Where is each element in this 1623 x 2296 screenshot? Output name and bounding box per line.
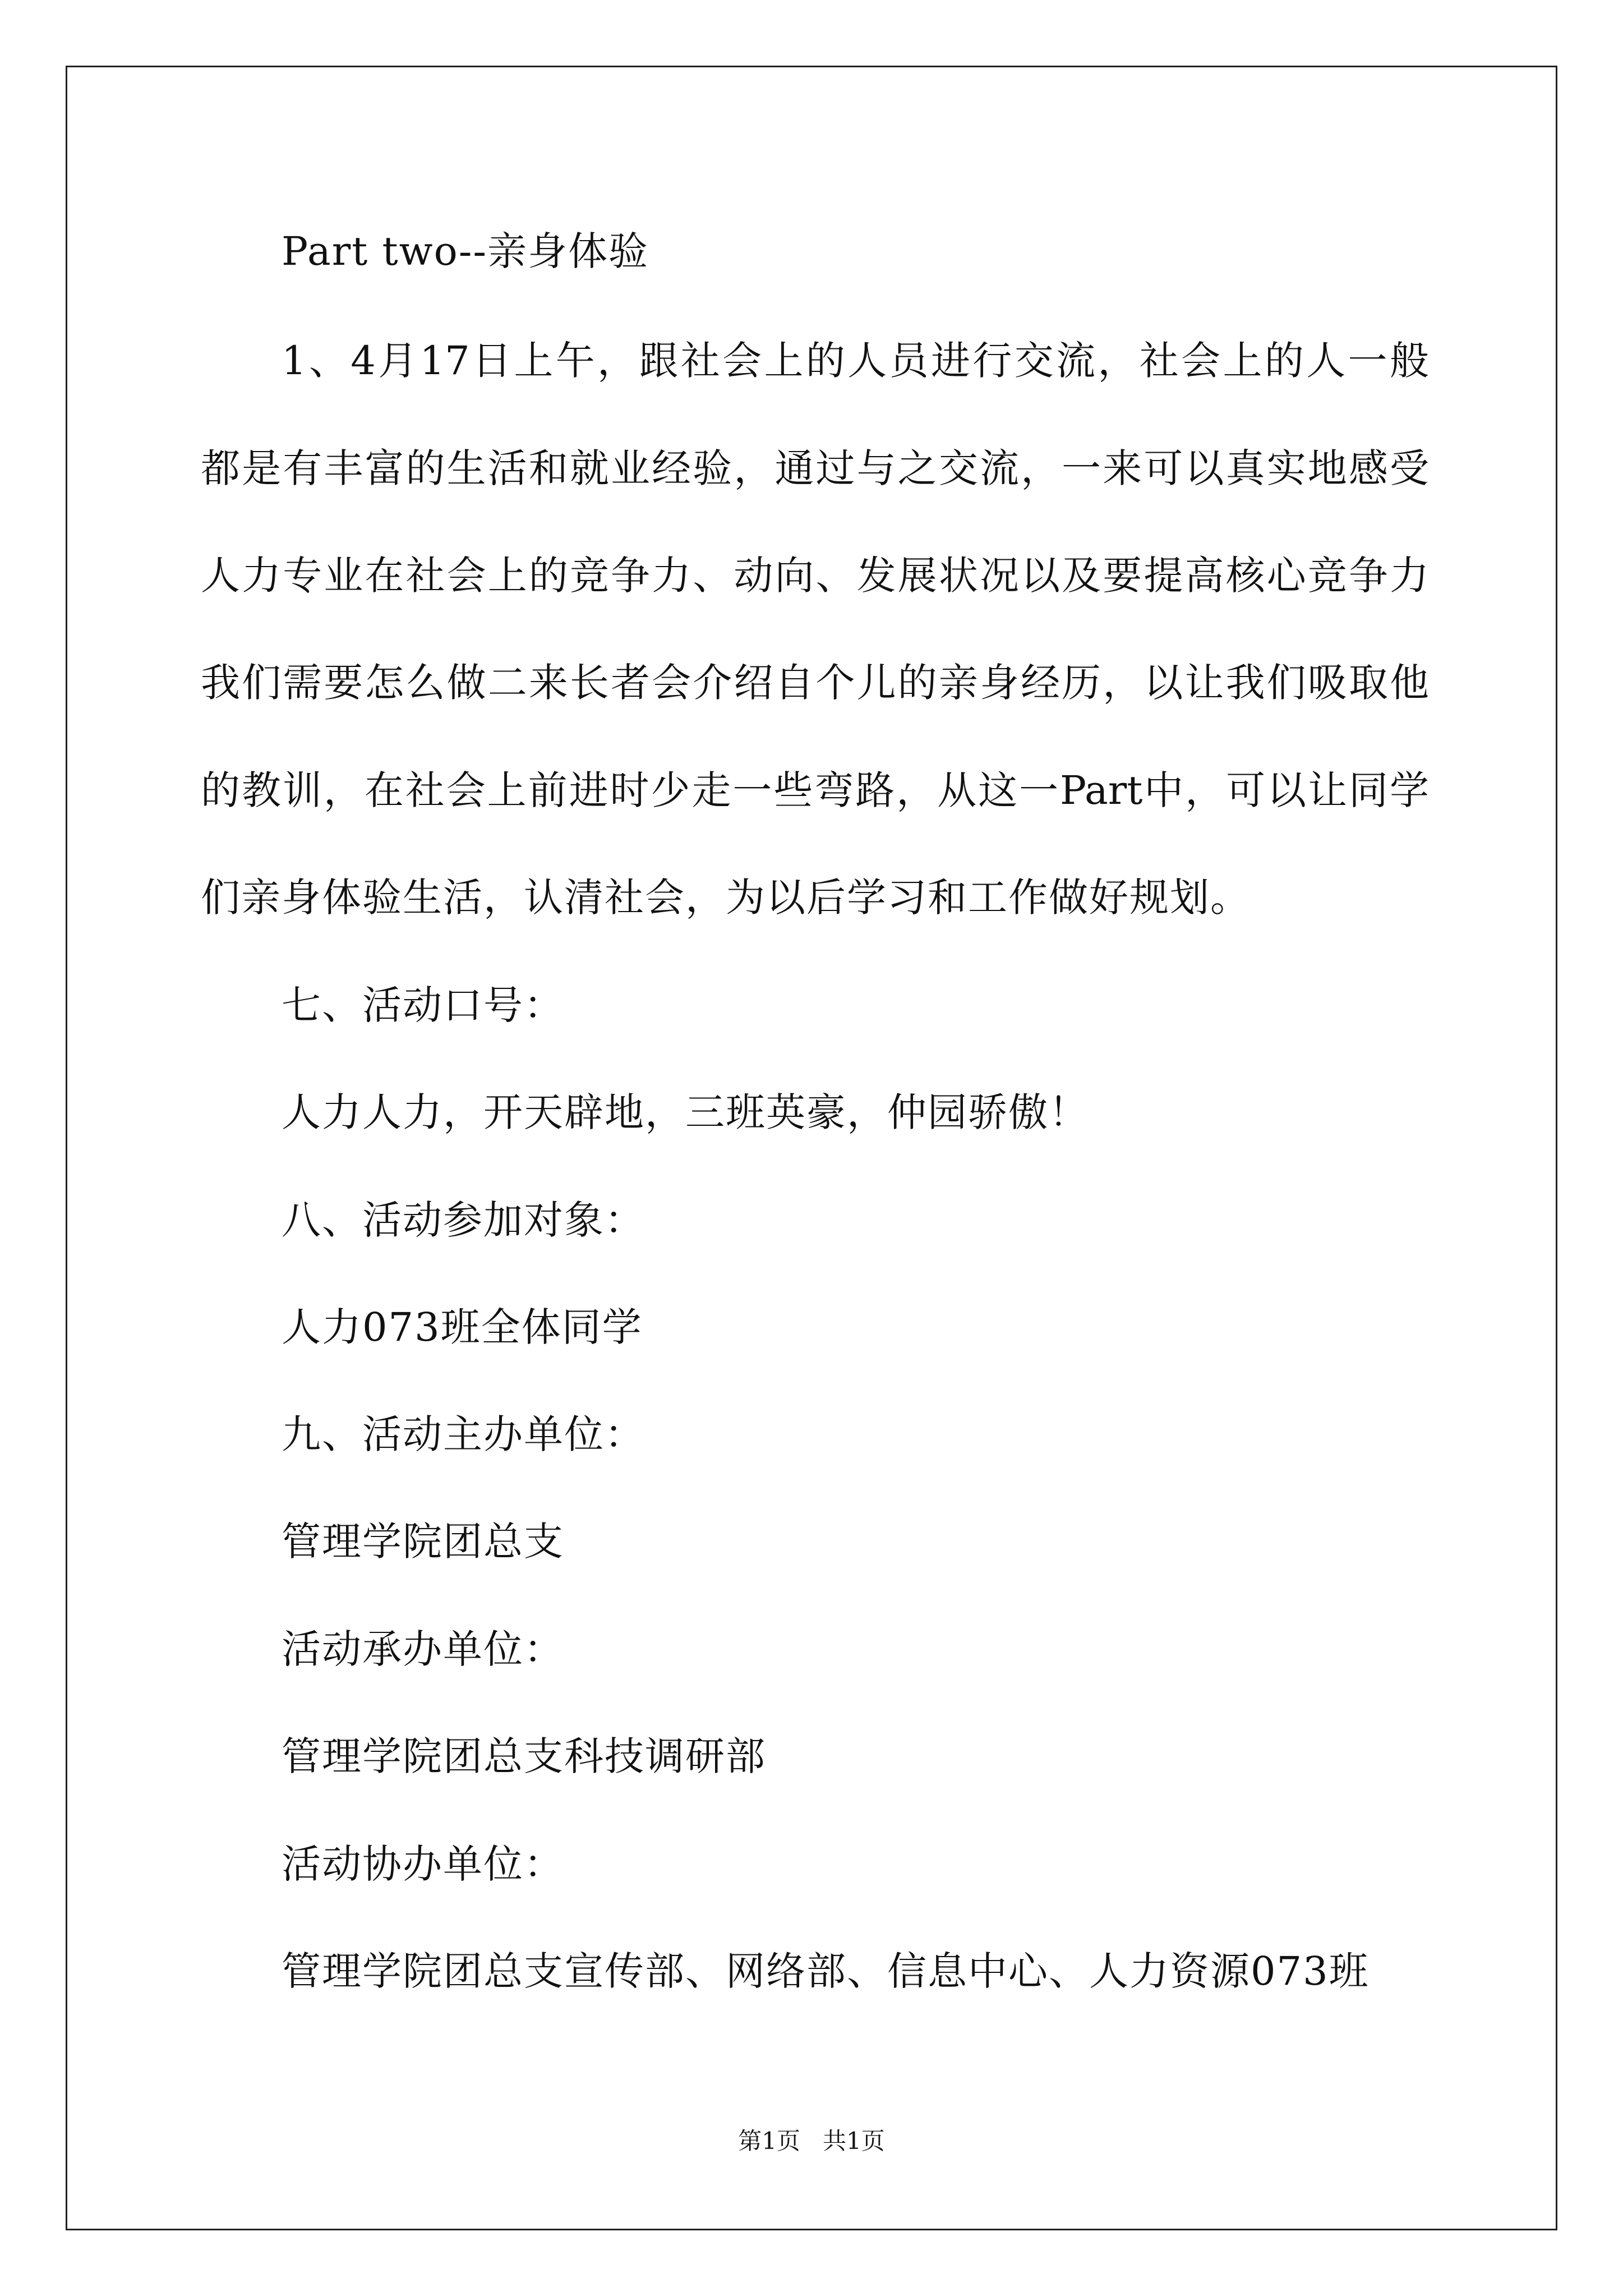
page-border xyxy=(66,66,1557,2230)
section-heading-organizer: 九、活动主办单位： xyxy=(282,1411,645,1457)
section-heading-part-two: Part two--亲身体验 xyxy=(282,228,649,274)
paragraph-line: 人力专业在社会上的竞争力、动向、发展状况以及要提高核心竞争力 xyxy=(201,553,1429,599)
paragraph-line: 我们需要怎么做二来长者会介绍自个儿的亲身经历，以让我们吸取他 xyxy=(201,660,1429,706)
organizer-text: 管理学院团总支 xyxy=(282,1519,564,1565)
undertaker-text: 管理学院团总支科技调研部 xyxy=(282,1733,766,1779)
co-organizer-text: 管理学院团总支宣传部、网络部、信息中心、人力资源073班 xyxy=(282,1948,1370,1994)
page-number-footer: 第1页 共1页 xyxy=(738,2127,885,2155)
section-heading-undertaker: 活动承办单位： xyxy=(282,1626,564,1672)
section-heading-participants: 八、活动参加对象： xyxy=(282,1197,645,1243)
paragraph-line: 的教训，在社会上前进时少走一些弯路，从这一Part中，可以让同学 xyxy=(201,767,1429,813)
slogan-text: 人力人力，开天辟地，三班英豪，仲园骄傲！ xyxy=(282,1089,1089,1135)
section-heading-slogan: 七、活动口号： xyxy=(282,982,564,1028)
section-heading-co-organizer: 活动协办单位： xyxy=(282,1841,564,1887)
paragraph-line: 1、4月17日上午，跟社会上的人员进行交流，社会上的人一般 xyxy=(282,338,1429,384)
paragraph-line: 们亲身体验生活，认清社会，为以后学习和工作做好规划。 xyxy=(201,875,1251,921)
participants-text: 人力073班全体同学 xyxy=(282,1304,643,1350)
paragraph-line: 都是有丰富的生活和就业经验，通过与之交流，一来可以真实地感受 xyxy=(201,445,1429,491)
